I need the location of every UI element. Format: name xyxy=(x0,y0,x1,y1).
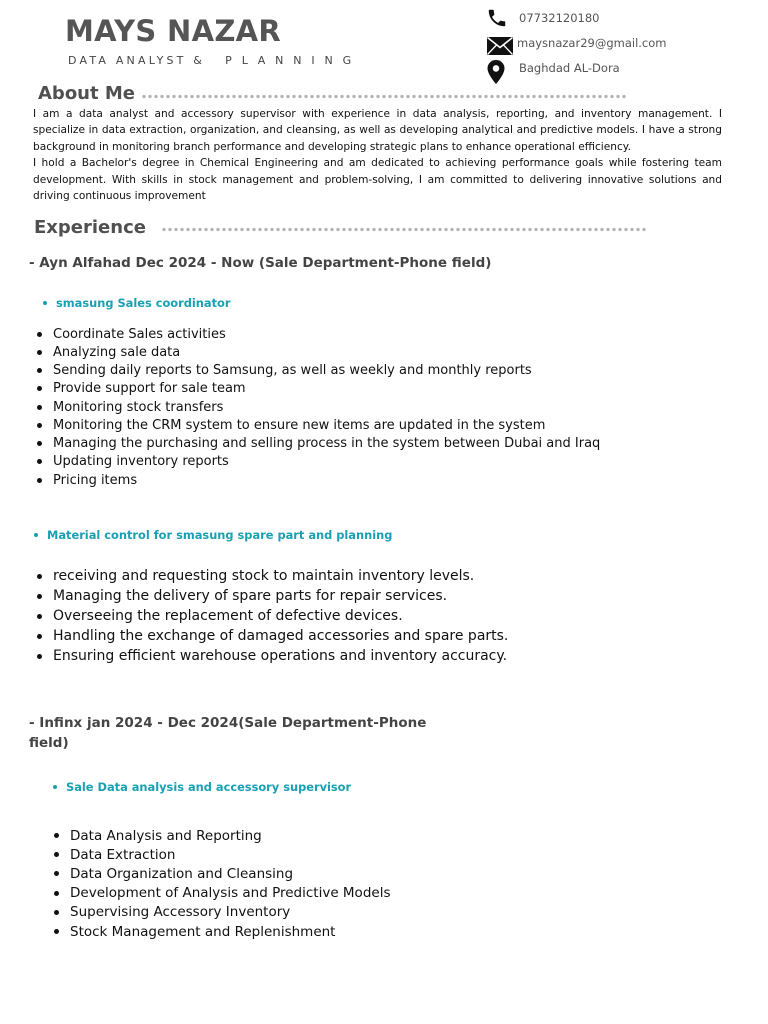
list-item: Ensuring efficient warehouse operations and inventory accuracy. xyxy=(37,646,508,666)
list-item: Analyzing sale data xyxy=(37,343,600,361)
about-text xyxy=(33,106,722,204)
location-pin-icon xyxy=(486,60,514,84)
role-bullet xyxy=(43,301,47,305)
phone-icon xyxy=(486,6,514,30)
about-paragraph-2: I hold a Bachelor's degree in Chemical Engineering and am dedicated to achieving performance goals while fostering team development. With skills in stock management and problem-solving, I am committed to delivering innovative solutions and driving continuous improvement xyxy=(33,157,722,203)
list-item: Data Analysis and Reporting xyxy=(54,826,390,845)
job-title-infinx-line2: field) xyxy=(29,735,69,751)
list-item: Supervising Accessory Inventory xyxy=(54,903,390,922)
contact-email-row xyxy=(486,34,666,58)
contact-email: maysnazar29@gmail.com xyxy=(517,36,667,50)
list-item: Stock Management and Replenishment xyxy=(54,922,390,941)
contact-location: Baghdad AL-Dora xyxy=(519,61,620,75)
job-title-ayn-alfahad: - Ayn Alfahad Dec 2024 - Now (Sale Department-Phone field) xyxy=(29,255,492,271)
list-item: Overseeing the replacement of defective devices. xyxy=(37,606,508,626)
duty-list-material-control xyxy=(37,566,508,666)
list-item: Pricing items xyxy=(37,471,600,489)
list-item: Monitoring the CRM system to ensure new items are updated in the system xyxy=(37,416,600,434)
about-paragraph-1: I am a data analyst and accessory supervisor with experience in data analysis, reporting, and inventory management. I specialize in data extraction, organization, and cleansing, as well as developing analytical and predictive models. I have a strong background in monitoring branch performance and developing strategic plans to enhance operational efficiency. xyxy=(33,108,722,153)
role-material-control: Material control for smasung spare part and planning xyxy=(34,528,392,542)
list-item: Data Organization and Cleansing xyxy=(54,864,390,883)
list-item: Updating inventory reports xyxy=(37,453,600,471)
resume-subtitle: DATA ANALYST & P L A N N I N G xyxy=(68,54,355,67)
role-bullet xyxy=(53,785,57,789)
experience-divider xyxy=(161,227,648,232)
experience-heading: Experience xyxy=(34,217,146,238)
duty-list-sales-coordinator xyxy=(37,325,600,489)
about-heading: About Me xyxy=(38,83,135,104)
list-item: Development of Analysis and Predictive Models xyxy=(54,884,390,903)
resume-name: MAYS NAZAR xyxy=(65,14,282,48)
list-item: Monitoring stock transfers xyxy=(37,398,600,416)
contact-location-row xyxy=(486,60,620,84)
list-item: Managing the purchasing and selling process in the system between Dubai and Iraq xyxy=(37,435,600,453)
list-item: Managing the delivery of spare parts for repair services. xyxy=(37,586,508,606)
list-item: Coordinate Sales activities xyxy=(37,325,600,343)
envelope-icon xyxy=(486,34,517,58)
list-item: Data Extraction xyxy=(54,845,390,864)
duty-list-data-analysis xyxy=(54,826,390,941)
list-item: Handling the exchange of damaged accessories and spare parts. xyxy=(37,626,508,646)
list-item: receiving and requesting stock to maintain inventory levels. xyxy=(37,566,508,586)
job-title-infinx-line1: - Infinx jan 2024 - Dec 2024(Sale Department-Phone xyxy=(29,715,427,731)
role-bullet xyxy=(34,533,38,537)
role-data-analysis-supervisor: Sale Data analysis and accessory supervisor xyxy=(53,780,351,794)
about-divider xyxy=(141,94,627,99)
list-item: Sending daily reports to Samsung, as well as weekly and monthly reports xyxy=(37,362,600,380)
contact-phone: 07732120180 xyxy=(519,11,600,25)
contact-phone-row xyxy=(486,6,599,30)
list-item: Provide support for sale team xyxy=(37,380,600,398)
role-sales-coordinator: smasung Sales coordinator xyxy=(43,296,230,310)
